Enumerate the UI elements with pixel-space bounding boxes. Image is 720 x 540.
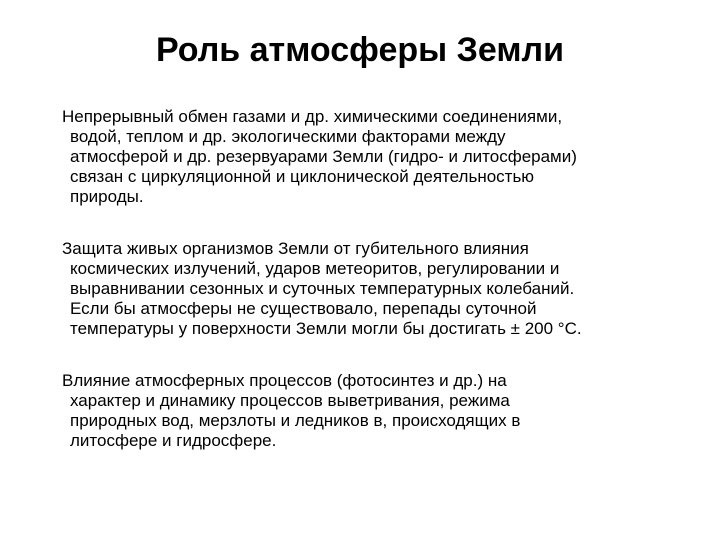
paragraph-line: связан с циркуляционной и циклонической деятельностью: [70, 167, 535, 186]
paragraph-line: выравнивании сезонных и суточных температурных колебаний.: [70, 279, 575, 298]
paragraph-line: природы.: [70, 187, 144, 206]
paragraph-line: характер и динамику процессов выветривания, режима: [70, 391, 510, 410]
paragraph-line: Если бы атмосферы не существовало, перепады суточной: [70, 299, 537, 318]
paragraph-line: водой, теплом и др. экологическими факторами между: [70, 127, 506, 146]
paragraph-line: атмосферой и др. резервуарами Земли (гидро- и литосферами): [70, 147, 577, 166]
paragraph-line: природных вод, мерзлоты и ледников в, происходящих в: [70, 411, 521, 430]
paragraph-protection: [62, 239, 702, 339]
paragraph-line: Влияние атмосферных процессов (фотосинтез и др.) на: [62, 371, 507, 390]
paragraph-gas-exchange: [62, 107, 702, 207]
paragraph-line: температуры у поверхности Земли могли бы достигать ± 200 °С.: [70, 319, 582, 338]
paragraph-line: космических излучений, ударов метеоритов, регулировании и: [70, 259, 560, 278]
paragraph-weathering: [62, 371, 702, 451]
paragraph-line: литосфере и гидросфере.: [70, 431, 277, 450]
slide-body: [62, 107, 702, 483]
paragraph-line: Непрерывный обмен газами и др. химическими соединениями,: [62, 107, 563, 126]
slide-title: Роль атмосферы Земли: [155, 31, 565, 69]
paragraph-line: Защита живых организмов Земли от губительного влияния: [62, 239, 529, 258]
